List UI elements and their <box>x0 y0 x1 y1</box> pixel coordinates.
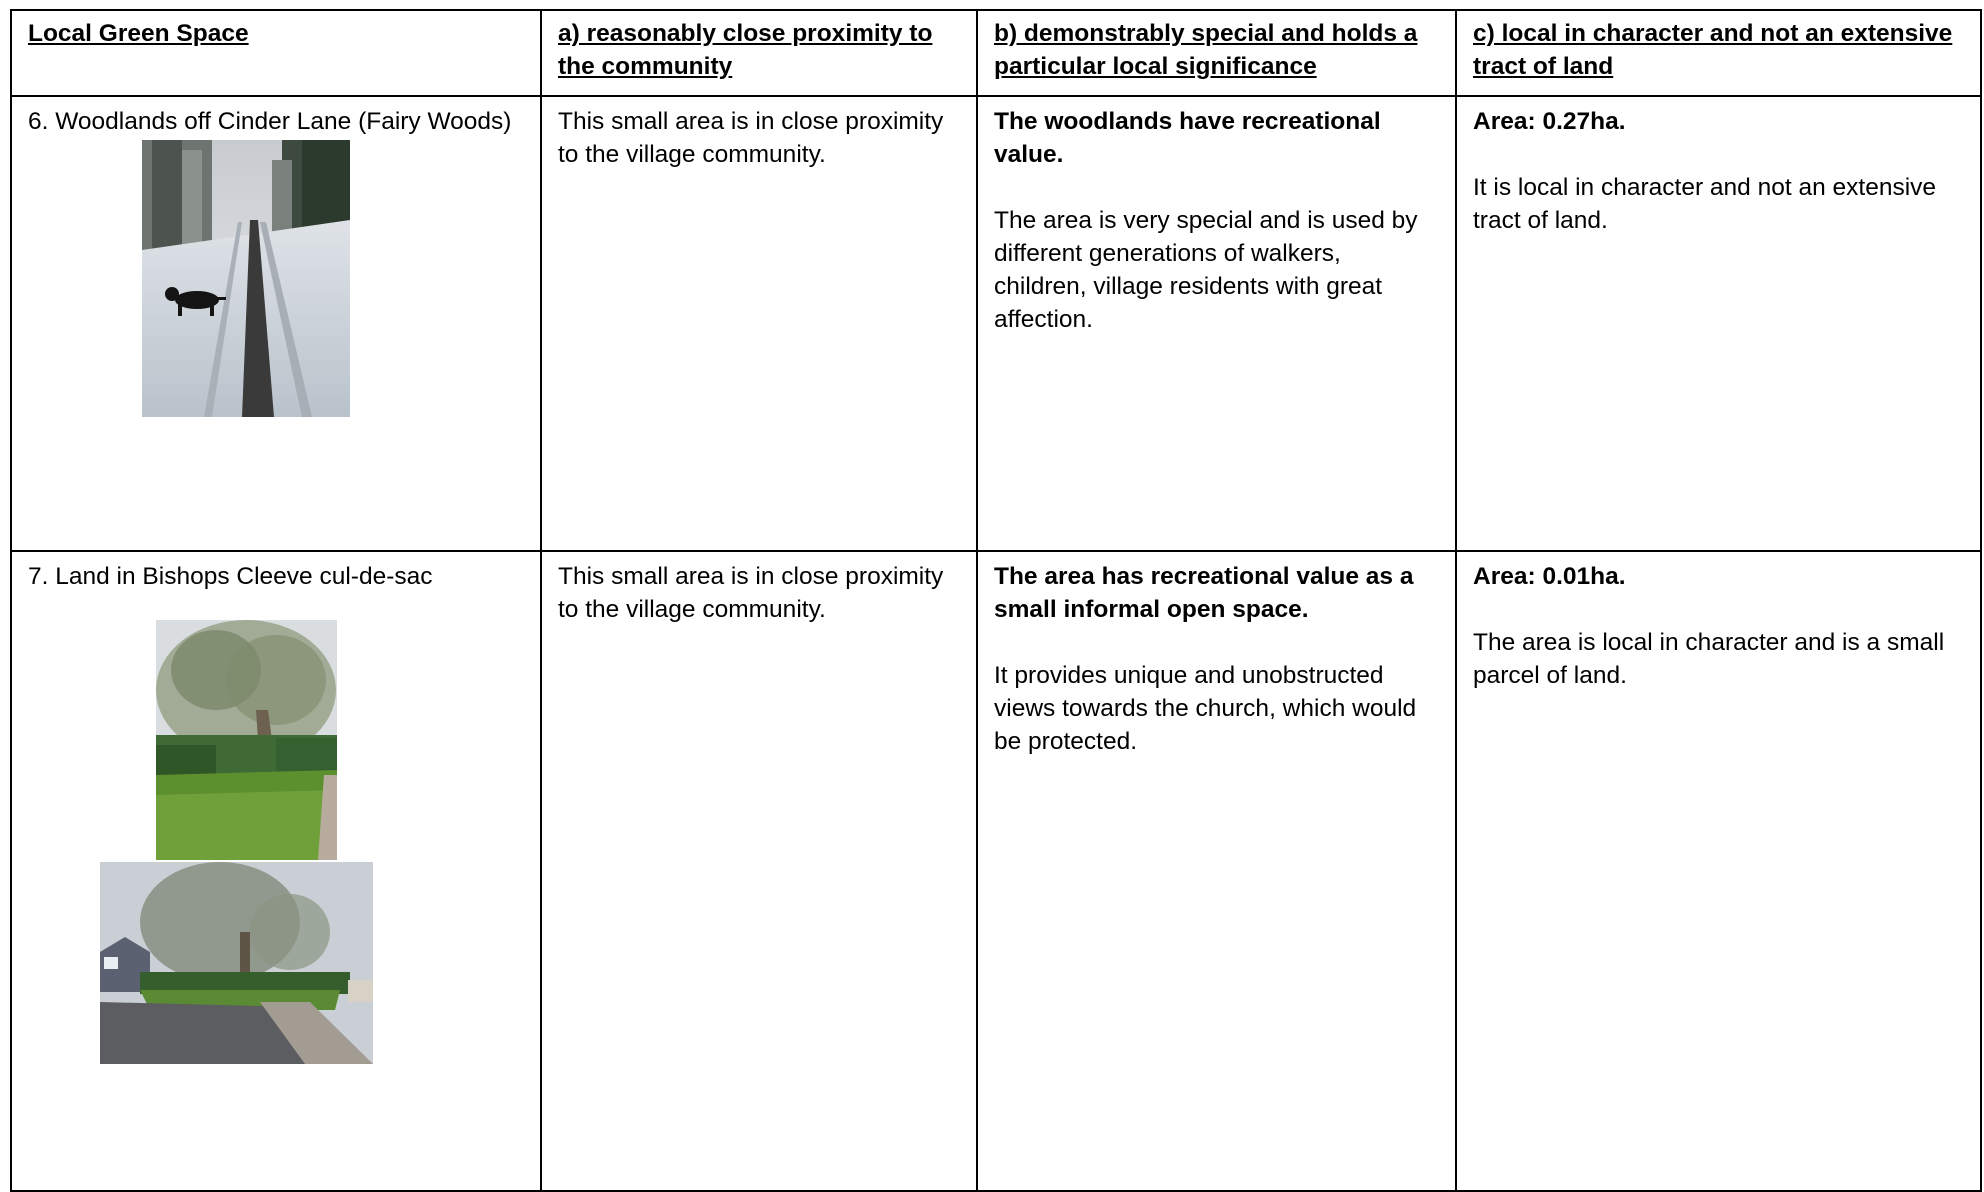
photo-frame <box>100 862 524 1064</box>
cell-proximity <box>541 96 977 551</box>
photo-frame <box>142 140 524 417</box>
area-text: It is local in character and not an extensive tract of land. <box>1473 174 1937 234</box>
header-proximity: a) reasonably close proximity to the community <box>558 20 933 80</box>
cell-local-character <box>1456 96 1981 551</box>
cell-local-character <box>1456 551 1981 1191</box>
table-header-row <box>11 10 1981 96</box>
cell-space-name <box>11 551 541 1191</box>
header-cell-proximity <box>541 10 977 96</box>
cell-proximity <box>541 551 977 1191</box>
proximity-text: This small area is in close proximity to the village community. <box>558 563 944 623</box>
cell-special <box>977 96 1456 551</box>
cul-de-sac-photo <box>100 862 373 1064</box>
space-name: 6. Woodlands off Cinder Lane (Fairy Woods) <box>28 108 512 135</box>
green-tree-photo <box>156 620 337 860</box>
special-bold-text: The area has recreational value as a small informal open space. <box>994 563 1414 623</box>
area-text: The area is local in character and is a small parcel of land. <box>1473 629 1945 689</box>
header-cell-local-character <box>1456 10 1981 96</box>
cell-special <box>977 551 1456 1191</box>
table-row <box>11 96 1981 551</box>
special-text: The area is very special and is used by different generations of walkers, children, village residents with great affection. <box>994 207 1418 333</box>
proximity-text: This small area is in close proximity to the village community. <box>558 108 944 168</box>
header-special: b) demonstrably special and holds a particular local significance <box>994 20 1418 80</box>
header-cell-local-green-space <box>11 10 541 96</box>
cell-space-name <box>11 96 541 551</box>
photo-frame <box>156 620 524 860</box>
area-value: Area: 0.01ha. <box>1473 563 1626 590</box>
special-bold-text: The woodlands have recreational value. <box>994 108 1381 168</box>
special-text: It provides unique and unobstructed views towards the church, which would be protected. <box>994 662 1417 755</box>
header-local-character: c) local in character and not an extensive tract of land <box>1473 20 1953 80</box>
table-row <box>11 551 1981 1191</box>
header-local-green-space: Local Green Space <box>28 20 249 47</box>
area-value: Area: 0.27ha. <box>1473 108 1626 135</box>
space-name: 7. Land in Bishops Cleeve cul-de-sac <box>28 563 433 590</box>
header-cell-special <box>977 10 1456 96</box>
local-green-space-table <box>10 9 1982 1192</box>
woodland-snow-photo <box>142 140 350 417</box>
